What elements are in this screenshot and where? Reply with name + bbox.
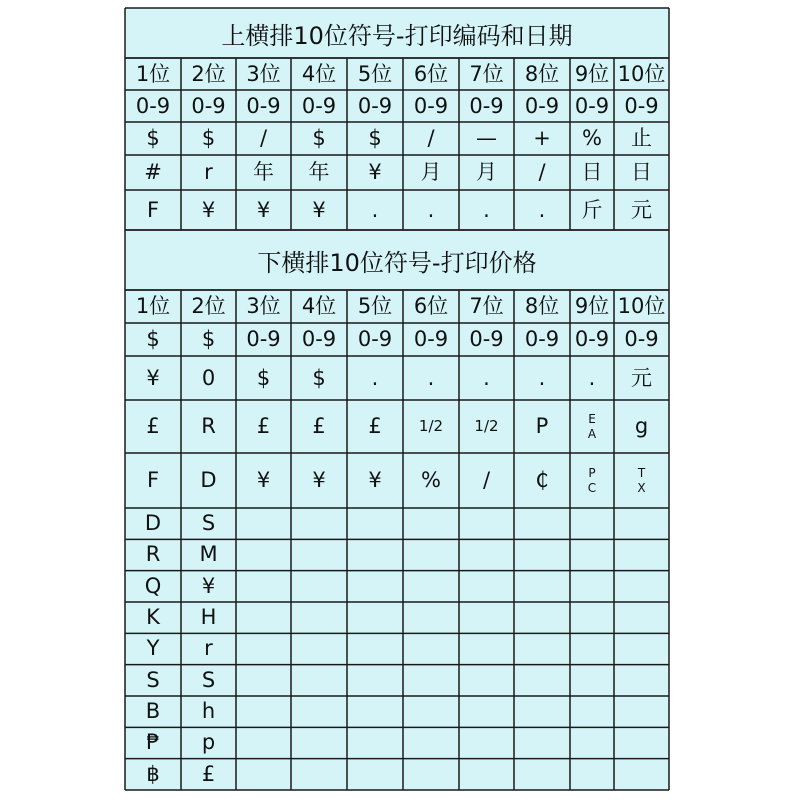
symbol-cell: S xyxy=(201,511,216,536)
symbol-cell: . xyxy=(538,197,546,222)
symbol-cell: 元 xyxy=(631,365,652,390)
symbol-cell: $ xyxy=(312,126,326,150)
symbol-cell: P xyxy=(535,414,549,438)
symbol-cell: + xyxy=(533,126,551,150)
symbol-cell: 年 xyxy=(253,160,274,184)
symbol-cell: 0 xyxy=(201,365,216,390)
symbol-cell: D xyxy=(144,511,162,536)
symbol-cell: g xyxy=(634,414,649,438)
symbol-cell: 0-9 xyxy=(191,93,226,118)
symbol-cell: 月 xyxy=(420,160,442,184)
symbol-cell: $ xyxy=(146,327,160,351)
symbol-cell: . xyxy=(427,197,435,222)
stacked-letter: T xyxy=(637,465,646,480)
symbol-cell: 0-9 xyxy=(301,93,337,118)
symbol-cell: R xyxy=(201,414,216,438)
symbol-cell: ¥ xyxy=(201,573,216,598)
symbol-cell: # xyxy=(144,160,162,184)
symbol-cell: 0-9 xyxy=(301,327,337,351)
symbol-cell: 0-9 xyxy=(524,327,560,351)
symbol-cell: ¥ xyxy=(368,160,382,184)
column-header: 1位 xyxy=(135,294,171,318)
symbol-cell: 日 xyxy=(581,160,603,184)
symbol-cell: ¥ xyxy=(256,468,271,492)
symbol-cell: 0-9 xyxy=(413,93,449,118)
column-header: 7位 xyxy=(469,294,504,318)
symbol-cell: 0-9 xyxy=(524,93,560,118)
symbol-cell: D xyxy=(200,468,217,492)
column-header: 6位 xyxy=(413,294,449,318)
symbol-cell: 0-9 xyxy=(624,327,659,351)
stacked-letter: X xyxy=(637,480,646,495)
column-header: 2位 xyxy=(191,294,226,318)
symbol-cell: ¥ xyxy=(368,468,382,492)
symbol-cell: S xyxy=(146,667,160,692)
symbol-cell: ฿ xyxy=(146,761,160,786)
symbol-cell: F xyxy=(146,197,160,222)
symbol-cell: M xyxy=(199,542,218,567)
symbol-cell: Q xyxy=(144,573,162,598)
symbol-cell: p xyxy=(201,730,216,755)
symbol-cell: r xyxy=(204,636,213,661)
symbol-cell: 0-9 xyxy=(246,327,281,351)
symbol-cell: 1/2 xyxy=(418,417,444,435)
section-title: 上横排10位符号-打印编码和日期 xyxy=(221,21,573,50)
symbol-cell: H xyxy=(200,605,217,630)
symbol-cell: . xyxy=(483,365,490,390)
column-header: 10位 xyxy=(617,294,666,318)
symbol-cell: h xyxy=(201,699,216,724)
symbol-cell: ₵ xyxy=(535,468,549,492)
symbol-cell: ¥ xyxy=(146,365,160,390)
symbol-cell: 0-9 xyxy=(469,327,504,351)
column-header: 10位 xyxy=(617,61,666,86)
symbol-cell: . xyxy=(588,365,596,390)
symbol-cell: . xyxy=(371,365,379,390)
symbol-cell: £ xyxy=(256,414,271,438)
symbol-cell xyxy=(570,400,614,453)
symbol-cell: 0-9 xyxy=(246,93,281,118)
symbol-cell: £ xyxy=(312,414,326,438)
symbol-cell: £ xyxy=(368,414,382,438)
symbol-cell: . xyxy=(483,197,490,222)
symbol-cell: 止 xyxy=(631,126,652,150)
symbol-cell: £ xyxy=(201,761,216,786)
symbol-cell: % xyxy=(582,126,602,150)
stacked-symbol xyxy=(637,466,645,496)
symbol-cell: / xyxy=(427,126,435,150)
symbol-cell: / xyxy=(482,468,491,492)
symbol-cell: $ xyxy=(201,327,216,351)
column-header: 8位 xyxy=(524,294,560,318)
symbol-cell: 1/2 xyxy=(474,417,499,435)
symbol-cell: $ xyxy=(256,365,271,390)
column-header: 5位 xyxy=(357,61,393,86)
symbol-cell: £ xyxy=(146,414,160,438)
column-header: 3位 xyxy=(246,294,281,318)
symbol-cell: 0-9 xyxy=(574,93,610,118)
symbol-cell: 年 xyxy=(308,160,330,184)
stacked-symbol xyxy=(588,466,596,496)
column-header: 2位 xyxy=(191,61,226,86)
column-header: 7位 xyxy=(469,61,504,86)
column-header: 3位 xyxy=(246,61,281,86)
column-header: 4位 xyxy=(301,61,337,86)
symbol-cell: $ xyxy=(368,126,382,150)
symbol-cell: K xyxy=(146,605,160,630)
column-header: 4位 xyxy=(301,294,337,318)
column-header: 5位 xyxy=(357,294,393,318)
symbol-cell: 0-9 xyxy=(574,327,610,351)
symbol-cell: r xyxy=(204,160,213,184)
stacked-letter: A xyxy=(587,426,597,441)
symbol-cell: $ xyxy=(312,365,326,390)
symbol-cell: 0-9 xyxy=(357,327,393,351)
symbol-cell: 0-9 xyxy=(135,93,171,118)
column-header: 8位 xyxy=(524,61,560,86)
stacked-letter: C xyxy=(587,480,597,495)
symbol-cell: 0-9 xyxy=(357,93,393,118)
symbol-cell: ¥ xyxy=(201,197,216,222)
symbol-cell xyxy=(614,453,669,508)
symbol-cell: . xyxy=(538,365,546,390)
column-header: 1位 xyxy=(135,61,171,86)
column-header: 6位 xyxy=(413,61,449,86)
symbol-cell: S xyxy=(201,667,216,692)
symbol-cell: R xyxy=(145,542,161,567)
symbol-cell: 0-9 xyxy=(413,327,449,351)
symbol-cell: 元 xyxy=(631,197,652,222)
symbol-cell: B xyxy=(145,699,161,724)
symbol-cell: / xyxy=(538,160,546,184)
symbol-cell: 0-9 xyxy=(469,93,504,118)
column-header: 9位 xyxy=(574,294,610,318)
symbol-cell xyxy=(570,453,614,508)
column-header: 9位 xyxy=(574,61,610,86)
symbol-cell: / xyxy=(259,126,268,150)
symbol-cell: ¥ xyxy=(312,468,326,492)
section-title: 下横排10位符号-打印价格 xyxy=(257,248,537,277)
symbol-cell: F xyxy=(146,468,160,492)
stacked-letter: P xyxy=(588,465,596,480)
symbol-cell: % xyxy=(421,468,441,492)
symbol-cell: ¥ xyxy=(256,197,271,222)
symbol-cell: . xyxy=(371,197,379,222)
symbol-cell: 月 xyxy=(476,160,497,184)
symbol-cell: . xyxy=(427,365,435,390)
symbol-cell: — xyxy=(476,126,497,150)
symbol-cell: ¥ xyxy=(312,197,326,222)
symbol-cell: $ xyxy=(146,126,160,150)
symbol-cell: 0-9 xyxy=(624,93,659,118)
symbol-cell: Y xyxy=(146,636,160,661)
symbol-cell: 斤 xyxy=(581,197,603,222)
symbol-cell: $ xyxy=(201,126,216,150)
stacked-symbol xyxy=(588,412,596,442)
symbol-cell: ₱ xyxy=(146,730,160,755)
stacked-letter: E xyxy=(588,411,596,426)
symbol-cell: 日 xyxy=(631,160,652,184)
